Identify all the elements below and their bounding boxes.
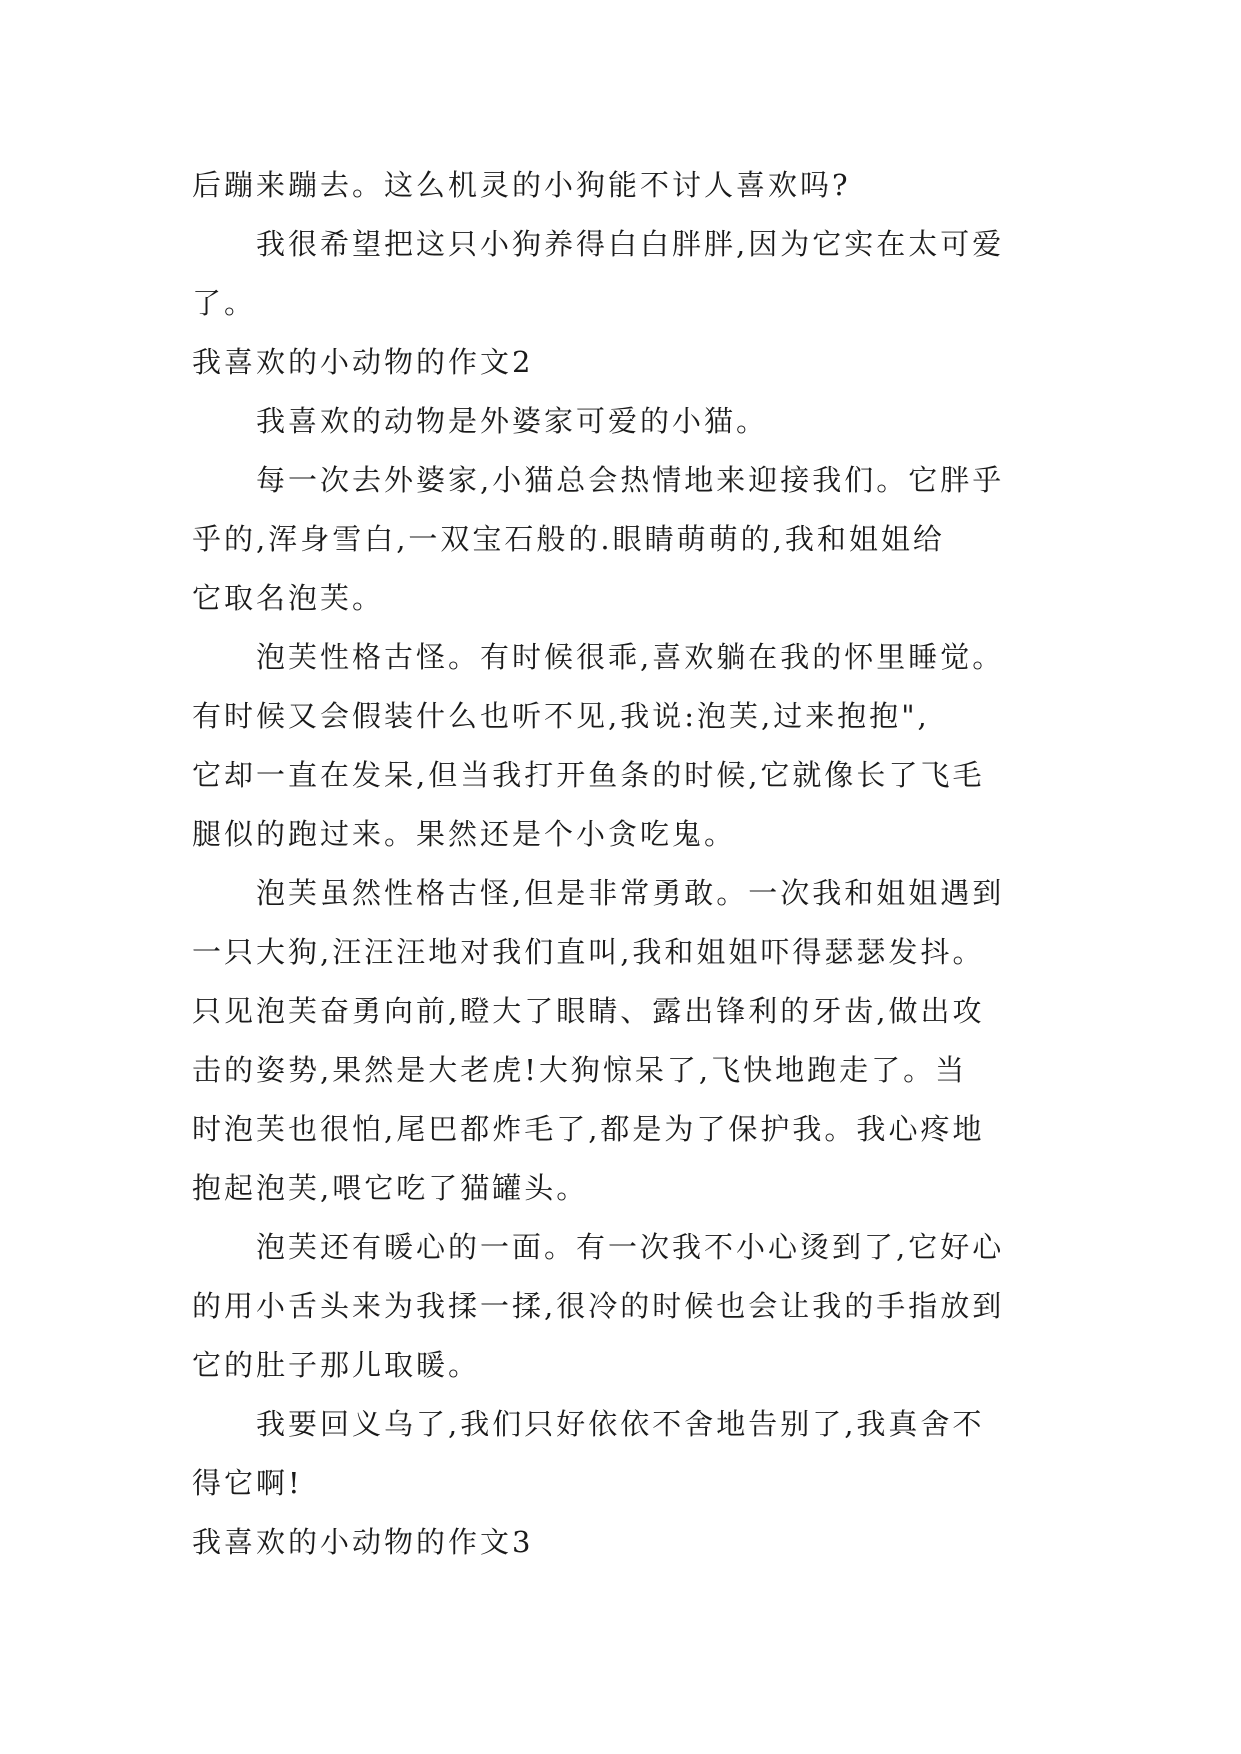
text-line: 它的肚子那儿取暖。	[192, 1348, 481, 1382]
paragraph-start-line: 泡芙虽然性格古怪,但是非常勇敢。一次我和姐姐遇到	[256, 876, 1005, 910]
text-line: 得它啊!	[192, 1466, 303, 1500]
text-line: 它取名泡芙。	[192, 581, 385, 615]
text-line: 击的姿势,果然是大老虎!大狗惊呆了,飞快地跑走了。当	[192, 1053, 968, 1087]
paragraph-start-line: 每一次去外婆家,小猫总会热情地来迎接我们。它胖乎	[256, 463, 1005, 497]
text-line: 的用小舌头来为我揉一揉,很冷的时候也会让我的手指放到	[192, 1289, 1005, 1323]
text-line: 有时候又会假装什么也听不见,我说:泡芙,过来抱抱",	[192, 699, 930, 733]
text-line: 腿似的跑过来。果然还是个小贪吃鬼。	[192, 817, 737, 851]
text-line: 乎的,浑身雪白,一双宝石般的.眼睛萌萌的,我和姐姐给	[192, 522, 945, 556]
document-body	[192, 156, 1062, 1572]
section-heading: 我喜欢的小动物的作文2	[192, 345, 534, 379]
paragraph-start-line: 泡芙性格古怪。有时候很乖,喜欢躺在我的怀里睡觉。	[256, 640, 1005, 674]
paragraph-start-line: 泡芙还有暖心的一面。有一次我不小心烫到了,它好心	[256, 1230, 1005, 1264]
text-line: 只见泡芙奋勇向前,瞪大了眼睛、露出锋利的牙齿,做出攻	[192, 994, 985, 1028]
text-line: 了。	[192, 286, 257, 320]
text-line: 它却一直在发呆,但当我打开鱼条的时候,它就像长了飞毛	[192, 758, 985, 792]
text-line: 时泡芙也很怕,尾巴都炸毛了,都是为了保护我。我心疼地	[192, 1112, 985, 1146]
paragraph-start-line: 我很希望把这只小狗养得白白胖胖,因为它实在太可爱	[256, 227, 1005, 261]
text-line: 后蹦来蹦去。这么机灵的小狗能不讨人喜欢吗?	[192, 168, 851, 202]
section-heading: 我喜欢的小动物的作文3	[192, 1525, 534, 1559]
text-line: 一只大狗,汪汪汪地对我们直叫,我和姐姐吓得瑟瑟发抖。	[192, 935, 985, 969]
paragraph-start-line: 我要回义乌了,我们只好依依不舍地告别了,我真舍不	[256, 1407, 985, 1441]
paragraph-start-line: 我喜欢的动物是外婆家可爱的小猫。	[256, 404, 769, 438]
text-line: 抱起泡芙,喂它吃了猫罐头。	[192, 1171, 589, 1205]
